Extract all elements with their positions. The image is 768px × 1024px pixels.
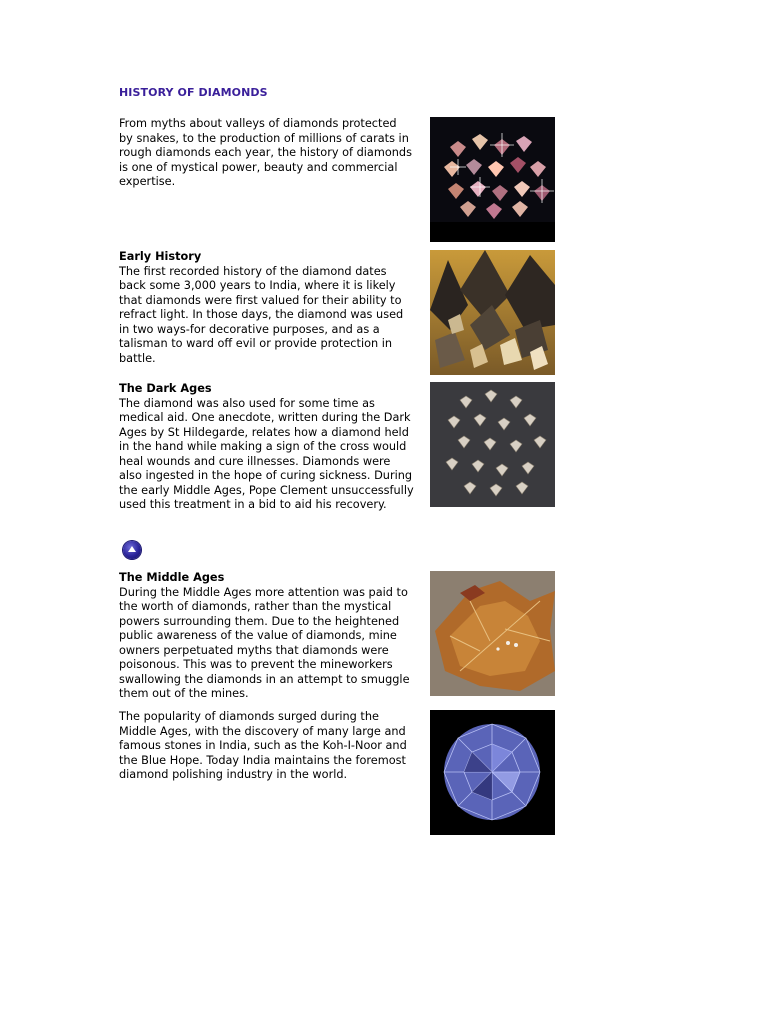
section-text: The popularity of diamonds surged during the Middle Ages, with the discovery of many large and famous stones in India, such as the Koh-I-Noor and the Blue Hope. Today India maintains the foremost diamond polishing industry in the world. (119, 710, 407, 781)
section-text: The diamond was also used for some time as medical aid. One anecdote, written during the Dark Ages by St Hildegarde, relates how a diamond held in the hand while making a sign of the cross would heal wounds and cure illnesses. Diamonds were also ingested in the hope of curing sickness. During the early Middle Ages, Pope Clement unsuccessfully used this treatment in a bid to aid his recovery. (119, 396, 414, 511)
photo-scattered-diamonds (430, 382, 555, 507)
intro-paragraph: From myths about valleys of diamonds protected by snakes, to the production of millions of carats in rough diamonds each year, the history of diamonds is one of mystical power, beauty and commercial expertise. (119, 117, 412, 188)
photo-leaf-diamonds (430, 571, 555, 696)
section-popularity (119, 710, 414, 783)
section-heading: The Middle Ages (119, 571, 225, 584)
section-heading: Early History (119, 250, 202, 263)
section-early-history (119, 250, 414, 366)
section-middle-ages (119, 571, 414, 702)
section-heading: The Dark Ages (119, 382, 212, 395)
photo-blue-diamond (430, 710, 555, 835)
section-text: The first recorded history of the diamond dates back some 3,000 years to India, where it is likely that diamonds were first valued for their ability to refract light. In those days, the diamond was used in two ways-for decorative purposes, and as a talisman to ward off evil or provide protection in battle. (119, 264, 404, 365)
back-to-top-button[interactable] (123, 541, 141, 559)
section-dark-ages (119, 382, 414, 513)
page-title: HISTORY OF DIAMONDS (119, 86, 268, 99)
photo-colored-diamonds (430, 117, 555, 242)
photo-rough-diamonds (430, 250, 555, 375)
section-text: During the Middle Ages more attention was paid to the worth of diamonds, rather than the mystical powers surrounding them. Due to the heightened public awareness of the value of diamonds, mine owners perpetuated myths that diamonds were poisonous. This was to prevent the mineworkers swallowing the diamonds in an attempt to smuggle them out of the mines. (119, 585, 410, 700)
